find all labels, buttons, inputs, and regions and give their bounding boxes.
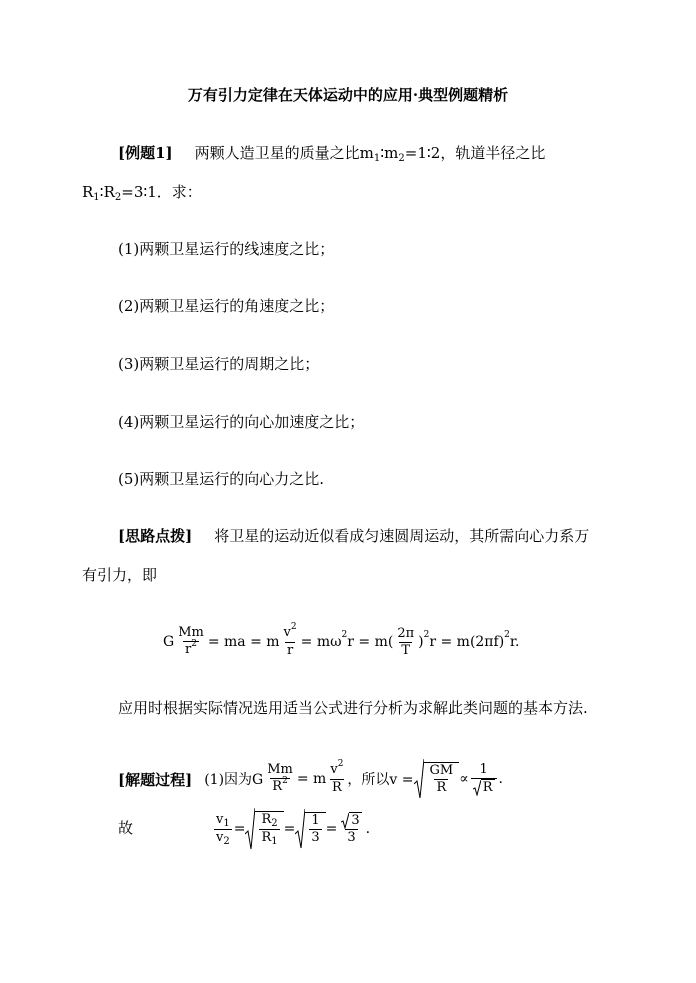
hint-line-2: 有引力，即: [82, 566, 158, 584]
question-4: (4)两颗卫星运行的向心加速度之比；: [118, 413, 365, 431]
question-3: (3)两颗卫星运行的周期之比；: [118, 355, 320, 373]
fraction-denominator: 3: [311, 830, 320, 845]
solution-line: [118, 756, 503, 802]
example-label: [例题1]: [118, 144, 173, 162]
subscript-2: 2: [223, 835, 230, 847]
r-symbol: R: [82, 183, 94, 201]
radical-sign-icon: [473, 779, 481, 796]
sqrt-gm-over-r: [414, 758, 460, 800]
fraction-numerator: [282, 622, 299, 642]
question-2: (2)两颗卫星运行的角速度之比；: [118, 297, 335, 315]
denominator-r: R: [261, 830, 272, 845]
radical-sign-icon: [295, 808, 305, 850]
square-exponent: 2: [423, 630, 430, 640]
sqrt-3: [341, 812, 361, 829]
hint-line-1: [118, 526, 589, 546]
r2-subscript: 2: [114, 192, 122, 203]
fraction-numerator: Mm: [178, 625, 204, 640]
fraction-numerator: [259, 812, 279, 829]
square-exponent: 2: [191, 639, 197, 649]
solution-label: [解题过程]: [118, 770, 193, 789]
equals-sign: =: [283, 821, 296, 837]
denominator-v: v: [216, 829, 224, 845]
fraction-denominator: [259, 829, 279, 847]
sqrt-one-third: [295, 808, 325, 850]
example-line-1: [118, 143, 545, 166]
subscript-1: 1: [223, 817, 230, 829]
fraction-numerator: Mm: [267, 762, 293, 777]
question-5: (5)两颗卫星运行的向心力之比.: [118, 470, 325, 488]
radical-sign-icon: [414, 758, 424, 800]
numerator-v: v: [283, 625, 291, 640]
question-1: (1)两颗卫星运行的线速度之比；: [118, 240, 335, 258]
example-intro-b: =1∶2，轨道半径之比: [404, 144, 546, 162]
fraction-denominator: [471, 778, 497, 796]
equals-sign: =: [233, 821, 246, 837]
fraction-numerator: 1: [479, 762, 488, 777]
formula-g: G: [163, 634, 175, 650]
square-exponent: 2: [337, 759, 344, 769]
m1-subscript: 1: [373, 153, 381, 164]
formula-m-omega: = mω: [300, 634, 342, 650]
fraction-denominator: 3: [347, 830, 356, 845]
numerator-r: R: [261, 812, 272, 827]
fraction-mm-over-r2: [176, 625, 206, 659]
example-line-2: [82, 182, 202, 205]
square-exponent: 2: [290, 622, 297, 632]
fraction-denominator: r: [286, 643, 294, 658]
r1-subscript: 1: [93, 192, 100, 203]
fraction-denominator: [214, 829, 232, 847]
formula-r-m: r = m(: [347, 634, 394, 650]
gravity-formula: [163, 620, 520, 664]
square-exponent: 2: [282, 776, 288, 786]
m2-subscript: 2: [398, 153, 405, 164]
ratio-colon: ∶R: [99, 183, 115, 201]
formula-end-dot: .: [365, 821, 371, 837]
numerator-v: v: [216, 811, 224, 827]
subscript-1: 1: [271, 836, 278, 847]
square-exponent: 2: [341, 630, 348, 640]
fraction-one-third: [309, 813, 321, 846]
fraction-numerator: [328, 759, 345, 779]
numerator-v: v: [330, 762, 338, 777]
fraction-denominator: R: [331, 780, 342, 795]
radical-sign-icon: [245, 807, 255, 851]
radical-sign-icon: [341, 812, 349, 829]
formula-close-paren: ): [418, 634, 424, 650]
fraction-denominator: T: [401, 642, 411, 658]
radicand: [305, 812, 325, 846]
sqrt-r2-over-r1: [245, 807, 283, 851]
formula-2pif: r = m(2πf): [429, 634, 505, 650]
solution-therefore-v: ，所以v =: [347, 772, 414, 788]
solution-end-dot: .: [498, 771, 503, 787]
solution-equals-m: = m: [296, 771, 327, 787]
fraction-v2-over-r: [282, 622, 299, 659]
solution-intro: (1)因为G: [204, 772, 264, 788]
fraction-numerator: 2π: [397, 625, 415, 641]
example-colon: ∶m: [380, 144, 399, 162]
fraction-denominator: [270, 778, 290, 796]
ratio-end: =3∶1．求：: [121, 183, 202, 201]
denominator-r: r: [185, 642, 192, 657]
fraction-r2-over-r1: [259, 812, 279, 847]
fraction-numerator: GM: [429, 763, 454, 778]
radicand: 3: [351, 813, 360, 828]
sqrt-r: [473, 779, 495, 796]
fraction-2pi-over-t: [395, 626, 416, 659]
fraction-sqrt3-over-3: [339, 812, 363, 846]
fraction-denominator: [183, 641, 199, 659]
equals-sign: =: [325, 821, 338, 837]
hint-label: [思路点拨]: [118, 527, 193, 545]
fraction-v1-over-v2: [214, 812, 232, 847]
therefore-label: 故: [118, 819, 134, 837]
formula-end: r.: [509, 634, 520, 650]
method-text: 应用时根据实际情况选用适当公式进行分析为求解此类问题的基本方法.: [118, 699, 588, 717]
fraction-v2-over-r: [328, 759, 345, 796]
fraction-mm-over-r2: [265, 762, 295, 796]
fraction-numerator: 1: [311, 813, 320, 828]
fraction-numerator: [339, 812, 363, 829]
formula-ma: = ma = m: [207, 634, 280, 650]
ratio-formula: [212, 806, 370, 852]
denominator-r: R: [272, 779, 283, 794]
radicand: [255, 811, 283, 847]
radicand: R: [482, 780, 493, 795]
fraction-one-over-sqrt-r: [471, 762, 497, 796]
hint-text-a: 将卫星的运动近似看成匀速圆周运动，其所需向心力系万: [214, 527, 590, 545]
proportional-symbol: ∝: [459, 771, 469, 787]
example-intro-a: 两颗人造卫星的质量之比m: [194, 144, 374, 162]
radicand: [424, 762, 460, 796]
fraction-denominator: R: [436, 780, 447, 795]
subscript-2: 2: [271, 818, 278, 829]
fraction-gm-over-r: [428, 763, 456, 796]
page-title: 万有引力定律在天体运动中的应用·典型例题精析: [187, 86, 509, 104]
fraction-numerator: [214, 812, 232, 829]
square-exponent: 2: [504, 630, 510, 640]
